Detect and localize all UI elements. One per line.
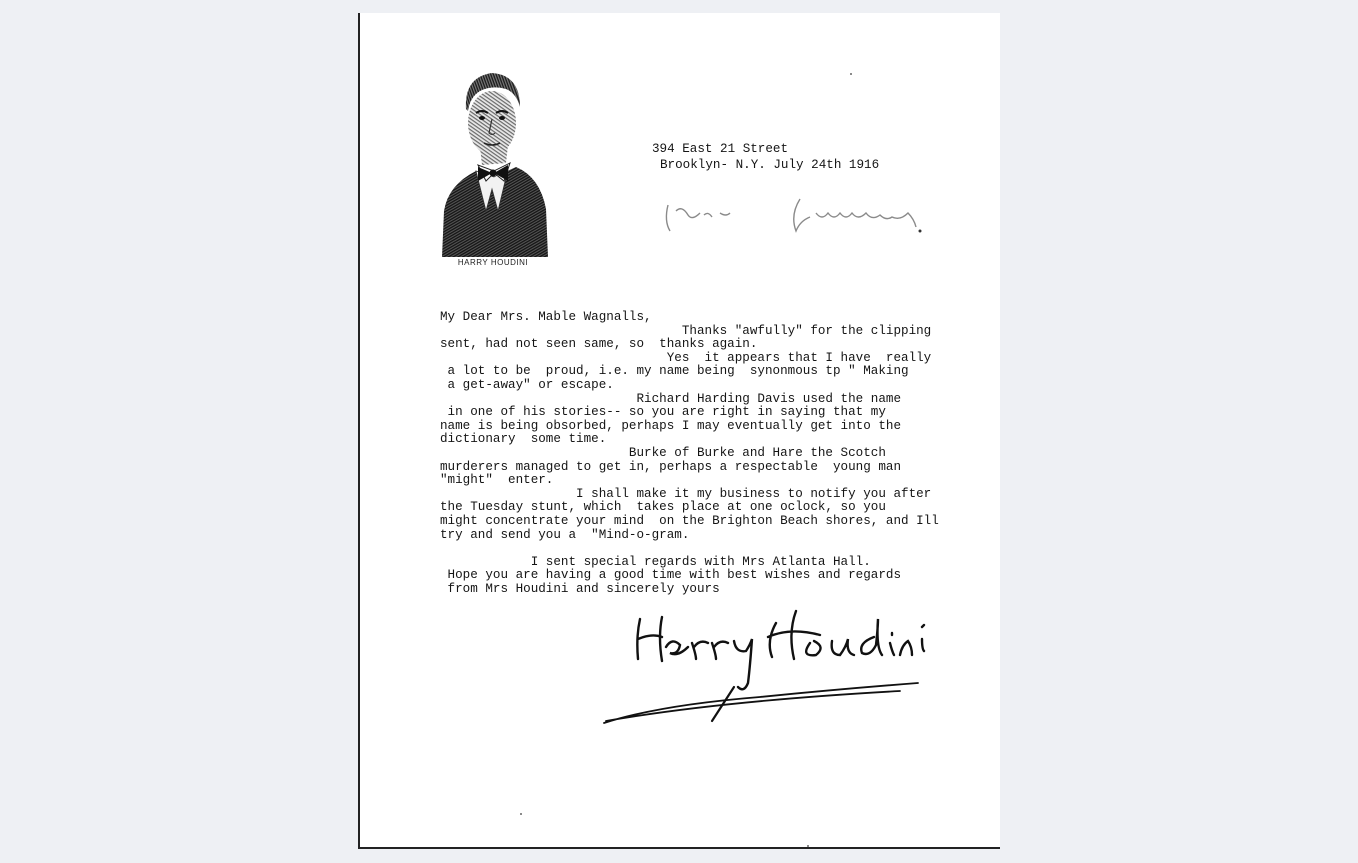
address-street: 394 East 21 Street [652, 142, 789, 156]
paper-speck [850, 73, 852, 75]
letter-line: murderers managed to get in, perhaps a respectable young man [440, 459, 902, 474]
letter-line: a get-away" or escape. [440, 377, 614, 392]
letter-page [358, 13, 1000, 849]
houdini-portrait [436, 61, 550, 257]
letter-line: from Mrs Houdini and sincerely yours [440, 581, 720, 596]
letter-line [440, 542, 939, 556]
letter-line: Hope you are having a good time with best wishes and regards [440, 568, 902, 583]
portrait-caption: HARRY HOUDINI [457, 258, 529, 267]
letter-line: dictionary some time. [440, 432, 607, 447]
letter-line: Burke of Burke and Hare the Scotch [440, 445, 886, 460]
letter-line: the Tuesday stunt, which takes place at one oclock, so you [440, 500, 886, 515]
letter-line: might concentrate your mind on the Brighton Beach shores, and Ill [440, 513, 939, 528]
letter-line: "might" enter. [440, 473, 554, 488]
letter-line: I shall make it my business to notify you after [440, 486, 932, 501]
letter-line: name is being obsorbed, perhaps I may eventually get into the [440, 418, 902, 433]
handwritten-signature [600, 597, 940, 727]
letter-line: Richard Harding Davis used the name [440, 391, 902, 406]
letter-line: Thanks "awfully" for the clipping [440, 323, 932, 338]
paper-speck [807, 845, 809, 847]
letter-line: I sent special regards with Mrs Atlanta Hall. [440, 554, 871, 569]
letter-line: sent, had not seen same, so thanks again. [440, 337, 758, 352]
letter-line: Yes it appears that I have really [440, 350, 932, 365]
letter-line: My Dear Mrs. Mable Wagnalls, [440, 310, 652, 324]
faint-handwritten-mark [660, 191, 930, 251]
address-city-date: Brooklyn- N.Y. July 24th 1916 [660, 158, 880, 172]
letter-line: in one of his stories-- so you are right in saying that my [440, 405, 886, 420]
letter-line: a lot to be proud, i.e. my name being synonmous tp " Making [440, 364, 909, 379]
letter-line: try and send you a "Mind-o-gram. [440, 527, 690, 542]
paper-speck [520, 813, 522, 815]
letter-body [440, 311, 939, 596]
